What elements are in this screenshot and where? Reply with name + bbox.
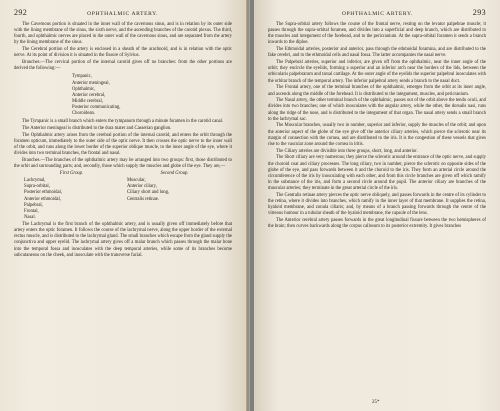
list-item: Posterior ethmoidal,	[24, 190, 63, 196]
list-item: Centralis retinae.	[126, 196, 159, 202]
paragraph: The Palpebral arteries, superior and inferior, are given off from the ophthalmic, near the inner angle of the orbit; they encircle the eyelids, forming a superior and an inferior arch near the borders of the lids, between the orbicularis palpebrarum and tarsal cartilage. At the outer angle of the eyelids the superior palpebral inosculates with the orbitar branch of the temporal artery. The inferior palpebral artery sends a branch to the nasal duct.	[267, 60, 486, 84]
right-page-number: 293	[472, 8, 486, 17]
list-item: Posterior communicating,	[72, 104, 121, 110]
paragraph: The Ophthalmic artery arises from the cerebral portion of the internal carotid, and enters the orbit through the foramen opticum, immediately to the outer side of the optic nerve. It then crosses the optic nerve to the inner wall of the orbit, and runs along the lower border of the superior oblique muscle, to the inner angle of the eye, where it divides into two terminal branches, the frontal and nasal.	[14, 132, 233, 157]
paragraph: The Nasal artery, the other terminal branch of the ophthalmic, passes out of the orbit above the tendo oculi, and divides into two branches; one of which inosculates with the angular artery, while the other, the dorsalis nasi, runs along the ridge of the nose, and is distributed to the integument of that organ. The nasal artery sends a small branch to the lachrymal sac.	[267, 98, 486, 122]
left-page-header	[14, 8, 232, 17]
page-gutter	[246, 0, 250, 411]
list-item: Nasal.	[24, 214, 36, 220]
first-group	[24, 171, 119, 221]
list-item: Supra-orbital,	[24, 184, 50, 190]
list-item: Palpebral,	[24, 202, 43, 208]
branch-groups	[24, 171, 222, 221]
paragraph: The Anterior meningeal is distributed to the dura mater and Casserian ganglion.	[22, 125, 172, 131]
right-page	[254, 0, 500, 411]
list-item: Ophthalmic,	[72, 86, 96, 92]
paragraph: The Ciliary arteries are divisible into three groups, short, long, and anterior.	[275, 148, 418, 154]
first-group-heading: First Group.	[59, 171, 84, 177]
right-page-header	[268, 8, 486, 17]
signature-mark: 25*	[371, 400, 380, 405]
list-item: Anterior cerebral,	[72, 92, 106, 98]
list-item: Anterior meningeal,	[72, 80, 110, 86]
left-running-head: OPHTHALMIC ARTERY.	[87, 11, 159, 17]
list-item: Muscular,	[126, 178, 146, 184]
second-group-heading: Second Group.	[160, 171, 189, 177]
paragraph: Branches.—The cervical portion of the internal carotid gives off no branches: from the other portions are derived the following:—	[14, 60, 233, 72]
paragraph: The Cerebral portion of the artery is enclosed in a sheath of the arachnoid, and is in relation with the optic nerve. At its point of division it is situated in the fissure of Sylvius.	[14, 47, 233, 59]
paragraph: The Cavernous portion is situated in the inner wall of the cavernous sinus, and is in relation by its outer side with the lining membrane of the sinus, the sixth nerve, and the ascending branches of the carotid plexus. The third, fourth, and ophthalmic nerves are placed in the outer wall of the cavernous sinus, and are separated from the artery by the lining membrane of the sinus.	[14, 22, 233, 46]
paragraph: The Anterior cerebral artery passes forwards in the great longitudinal fissure between the two hemispheres of the brain; then curves backwards along the corpus callosum to its posterior extremity. It gives branches	[267, 218, 486, 230]
left-page	[0, 0, 246, 411]
list-item: Anterior ciliary,	[126, 184, 157, 190]
list-item: Tympanic,	[72, 74, 92, 80]
paragraph: The Muscular branches, usually two in number, superior and inferior, supply the muscles of the orbit; and upon the anterior aspect of the globe of the eye give off the anterior ciliary arteries, which pierce the sclerotic near its margin of connection with the cornea, and are distributed to the iris. It is the congestion of these vessels that gives rise to the vascular zone around the cornea in iritis.	[267, 123, 486, 147]
paragraph: The Lachrymal is the first branch of the ophthalmic artery, and is usually given off immediately before that artery enters the optic foramen. It follows the course of the lachrymal nerve, along the upper border of the external rectus muscle, and is distributed to the lachrymal gland. The small branches which escape from the gland supply the conjunctiva and upper eyelid. The lachrymal artery gives off a malar branch which passes through the malar bone into the temporal fossa and inosculates with the deep temporal arteries, while some of its branches become subcutaneous on the cheek, and inosculate with the transverse facial.	[14, 221, 233, 258]
paragraph: The Supra-orbital artery follows the course of the frontal nerve, resting on the levator palpebrae muscle; it passes through the supra-orbital foramen, and divides into a superficial and deep branch, which are distributed to the muscles and integument of the forehead, and to the pericranium. At the supra-orbital foramen it sends a branch inwards to the diploe.	[267, 22, 486, 46]
paragraph: Branches.—The branches of the ophthalmic artery may be arranged into two groups: first, those distributed to the orbit and surrounding parts; and, secondly, those which supply the muscles and globe of the eye. They are,—	[14, 157, 233, 169]
paragraph: The Ethmoidal arteries, posterior and anterior, pass through the ethmoidal foramina, and are distributed to the fake cerebri, and to the ethmoidal cells and nasal fossa. The latter accompanies the nasal nerve.	[267, 47, 486, 59]
list-item: Lachrymal,	[24, 178, 46, 184]
list-item: Middle cerebral,	[72, 98, 103, 104]
list-item: Anterior ethmoidal,	[24, 196, 61, 202]
list-item: Frontal,	[24, 208, 39, 214]
paragraph: The Centralis retinae artery pierces the optic nerve obliquely, and passes forwards in the centre of its cylinder to the retina, where it divides into branches, which ramify in the inner layer of that membrane. It supplies the retina, hyaloid membrane, and zonula ciliaris; and, by means of a branch passing forwards through the centre of the vitreous humour in a tubular sheath of the hyaloid membrane, the capsule of the lens.	[267, 192, 486, 217]
list-item: Choroidean.	[72, 111, 96, 116]
right-running-head: OPHTHALMIC ARTERY.	[341, 11, 413, 17]
second-group	[127, 171, 222, 221]
list-item: Ciliary short and long,	[126, 190, 170, 196]
paragraph: The Short ciliary are very numerous; they pierce the sclerotic around the entrance of the optic nerve, and supply the choroid coat and ciliary processes. The long ciliary, two in number, pierce the sclerotic on opposite sides of the globe of the eye, and pass forwards between it and the choroid to the iris. They form an arterial circle around the circumference of the iris by inosculating with each other, and from this circle branches are given off which ramify in the substance of the iris, and form a second circle around the pupil. The anterior ciliary are branches of the muscular arteries; they terminate in the great arterial circle of the iris.	[267, 155, 486, 192]
paragraph: The Frontal artery, one of the terminal branches of the ophthalmic, emerges from the orbit at its inner angle, and ascends along the middle of the forehead. It is distributed to the integument, muscles, and pericranium.	[267, 85, 486, 97]
paragraph: The Tympanic is a small branch which enters the tympanum through a minute foramen in the carotid canal.	[22, 119, 224, 125]
branch-list	[72, 74, 232, 117]
left-page-number: 292	[14, 8, 28, 17]
